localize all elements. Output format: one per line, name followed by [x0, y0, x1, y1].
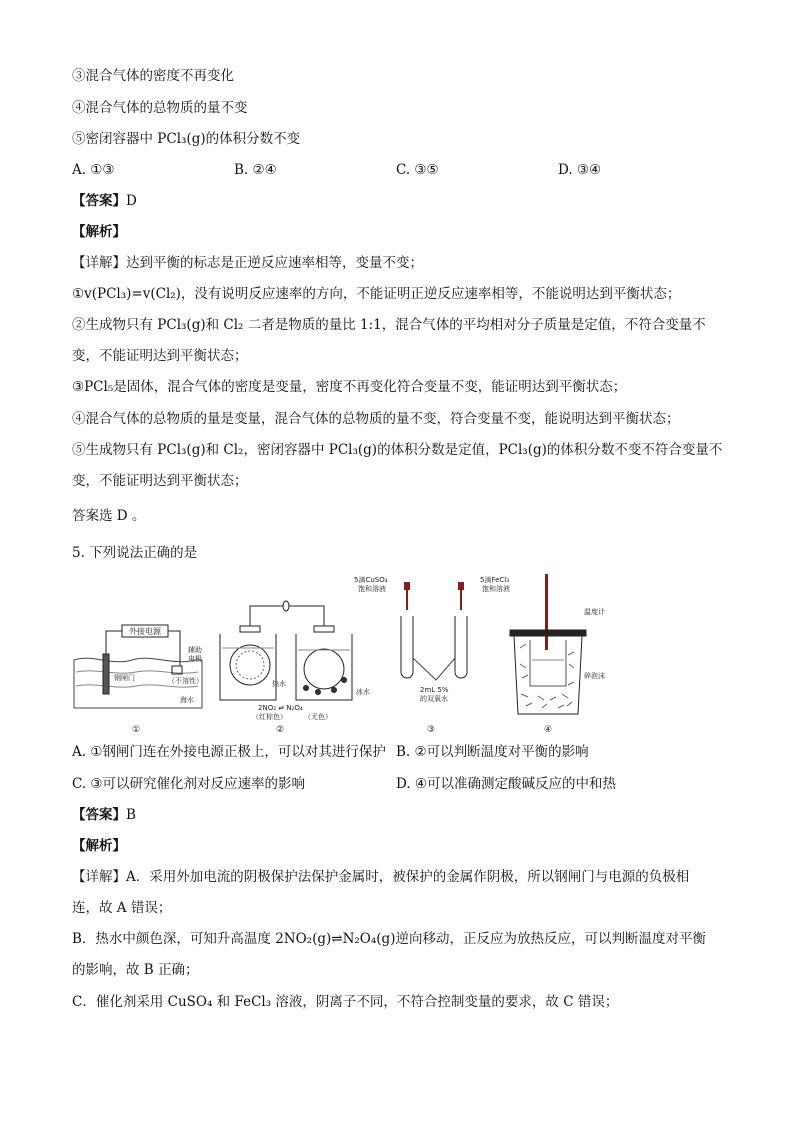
reagent-label: 饱和溶液 [482, 585, 510, 593]
answer-value: D [126, 193, 137, 209]
steel-gate [103, 654, 109, 694]
q4-item-4: ④混合气体的总物质的量不变 [72, 100, 248, 116]
q4-item-3: ③混合气体的密度不再变化 [72, 68, 234, 84]
color-label: （红棕色） [252, 713, 287, 721]
figure-4-calorimeter [510, 574, 605, 735]
q4-explain-line: ②生成物只有 PCl₃(g)和 Cl₂ 二者是物质的量比 1:1，混合气体的平均相对分子质量是定值，不符合变量不 [72, 317, 706, 333]
q4-answer [72, 191, 137, 211]
reagent-label: 饱和溶液 [358, 585, 386, 593]
reagent-label: 5滴CuSO₄ [354, 576, 388, 584]
figure-3-catalyst [354, 575, 510, 735]
q4-conclusion: 答案选 D 。 [72, 508, 146, 524]
answer-label: 【答案】 [72, 193, 126, 209]
q5-option-c: C. ③可以研究催化剂对反应速率的影响 [72, 776, 306, 792]
thermometer [545, 574, 548, 650]
color-label: （无色） [304, 713, 332, 721]
figure-number: ② [276, 725, 285, 735]
peroxide-label: 2mL 5% [420, 686, 449, 694]
q5-figure [72, 568, 732, 748]
q5-option-d: D. ④可以准确测定酸碱反应的中和热 [396, 776, 617, 792]
q5-stem: 5. 下列说法正确的是 [72, 545, 198, 561]
figure-number: ④ [544, 725, 553, 735]
q4-item-5: ⑤密闭容器中 PCl₃(g)的体积分数不变 [72, 131, 301, 147]
figure-2-equilibrium [220, 601, 370, 735]
answer-label: 【答案】 [72, 807, 126, 823]
q4-explain-line: 【详解】达到平衡的标志是正逆反应速率相等，变量不变； [72, 255, 423, 271]
q5-explain-line: 连，故 A 错误； [72, 900, 172, 916]
peroxide-label: 的双氧水 [420, 695, 448, 703]
q5-option-b: B. ②可以判断温度对平衡的影响 [396, 744, 589, 760]
q4-option-b: B. ②④ [234, 162, 277, 178]
gate-label: 钢闸门 [114, 674, 135, 682]
q5-explain-line: C．催化剂采用 CuSO₄ 和 FeCl₃ 溶液，阴离子不同，不符合控制变量的要求，故 C 错误； [72, 994, 619, 1010]
answer-value: B [126, 807, 136, 823]
aux-label: 电极 [188, 655, 202, 663]
q4-option-c: C. ③⑤ [396, 162, 439, 178]
foam-label: 碎泡沫 [584, 672, 605, 680]
q4-explain-line: 变，不能证明达到平衡状态； [72, 473, 248, 489]
aux-label: （不溶性） [168, 677, 203, 685]
sea-label: 海水 [180, 696, 194, 704]
q5-answer [72, 805, 136, 825]
reagent-label: 5滴FeCl₃ [480, 576, 510, 584]
figure-number: ① [132, 725, 141, 735]
power-label: 外接电源 [129, 627, 161, 636]
q4-option-d: D. ③④ [558, 162, 602, 178]
aux-label: 辅助 [188, 646, 202, 654]
figure-number: ③ [427, 725, 436, 735]
ice-water-label: 冰水 [356, 688, 370, 696]
equation-label: 2NO₂ ⇌ N₂O₄ [258, 704, 303, 712]
q4-explain-line: 变，不能证明达到平衡状态； [72, 348, 248, 364]
q4-explain-line: ③PCl₅是固体，混合气体的密度是变量，密度不再变化符合变量不变，能证明达到平衡状态； [72, 379, 627, 395]
q5-explain-line: 【详解】A．采用外加电流的阴极保护法保护金属时，被保护的金属作阴极，所以钢闸门与电源的负极相 [72, 869, 690, 885]
q4-option-a: A. ①③ [72, 162, 115, 178]
figure-1-electrolysis [74, 625, 203, 735]
q5-analysis-label: 【解析】 [72, 838, 126, 854]
q5-explain-line: B．热水中颜色深，可知升高温度 2NO₂(g)⇌N₂O₄(g)逆向移动，正反应为放热反应，可以判断温度对平衡 [72, 931, 706, 947]
q4-explain-line: ⑤生成物只有 PCl₃(g)和 Cl₂，密闭容器中 PCl₃(g)的体积分数是定值，PCl₃(g)的体积分数不变不符合变量不 [72, 442, 723, 458]
hot-water-label: 热水 [272, 680, 286, 688]
thermometer-label: 温度计 [584, 608, 605, 616]
q4-explain-line: ④混合气体的总物质的量是变量，混合气体的总物质的量不变，符合变量不变，能说明达到平衡状态； [72, 411, 680, 427]
q4-explain-line: ①v(PCl₃)=v(Cl₂)，没有说明反应速率的方向，不能证明正逆反应速率相等，不能说明达到平衡状态； [72, 286, 681, 302]
q4-analysis-label: 【解析】 [72, 224, 126, 240]
q5-explain-line: 的影响，故 B 正确； [72, 962, 199, 978]
q5-option-a: A. ①钢闸门连在外接电源正极上，可以对其进行保护 [72, 744, 386, 760]
